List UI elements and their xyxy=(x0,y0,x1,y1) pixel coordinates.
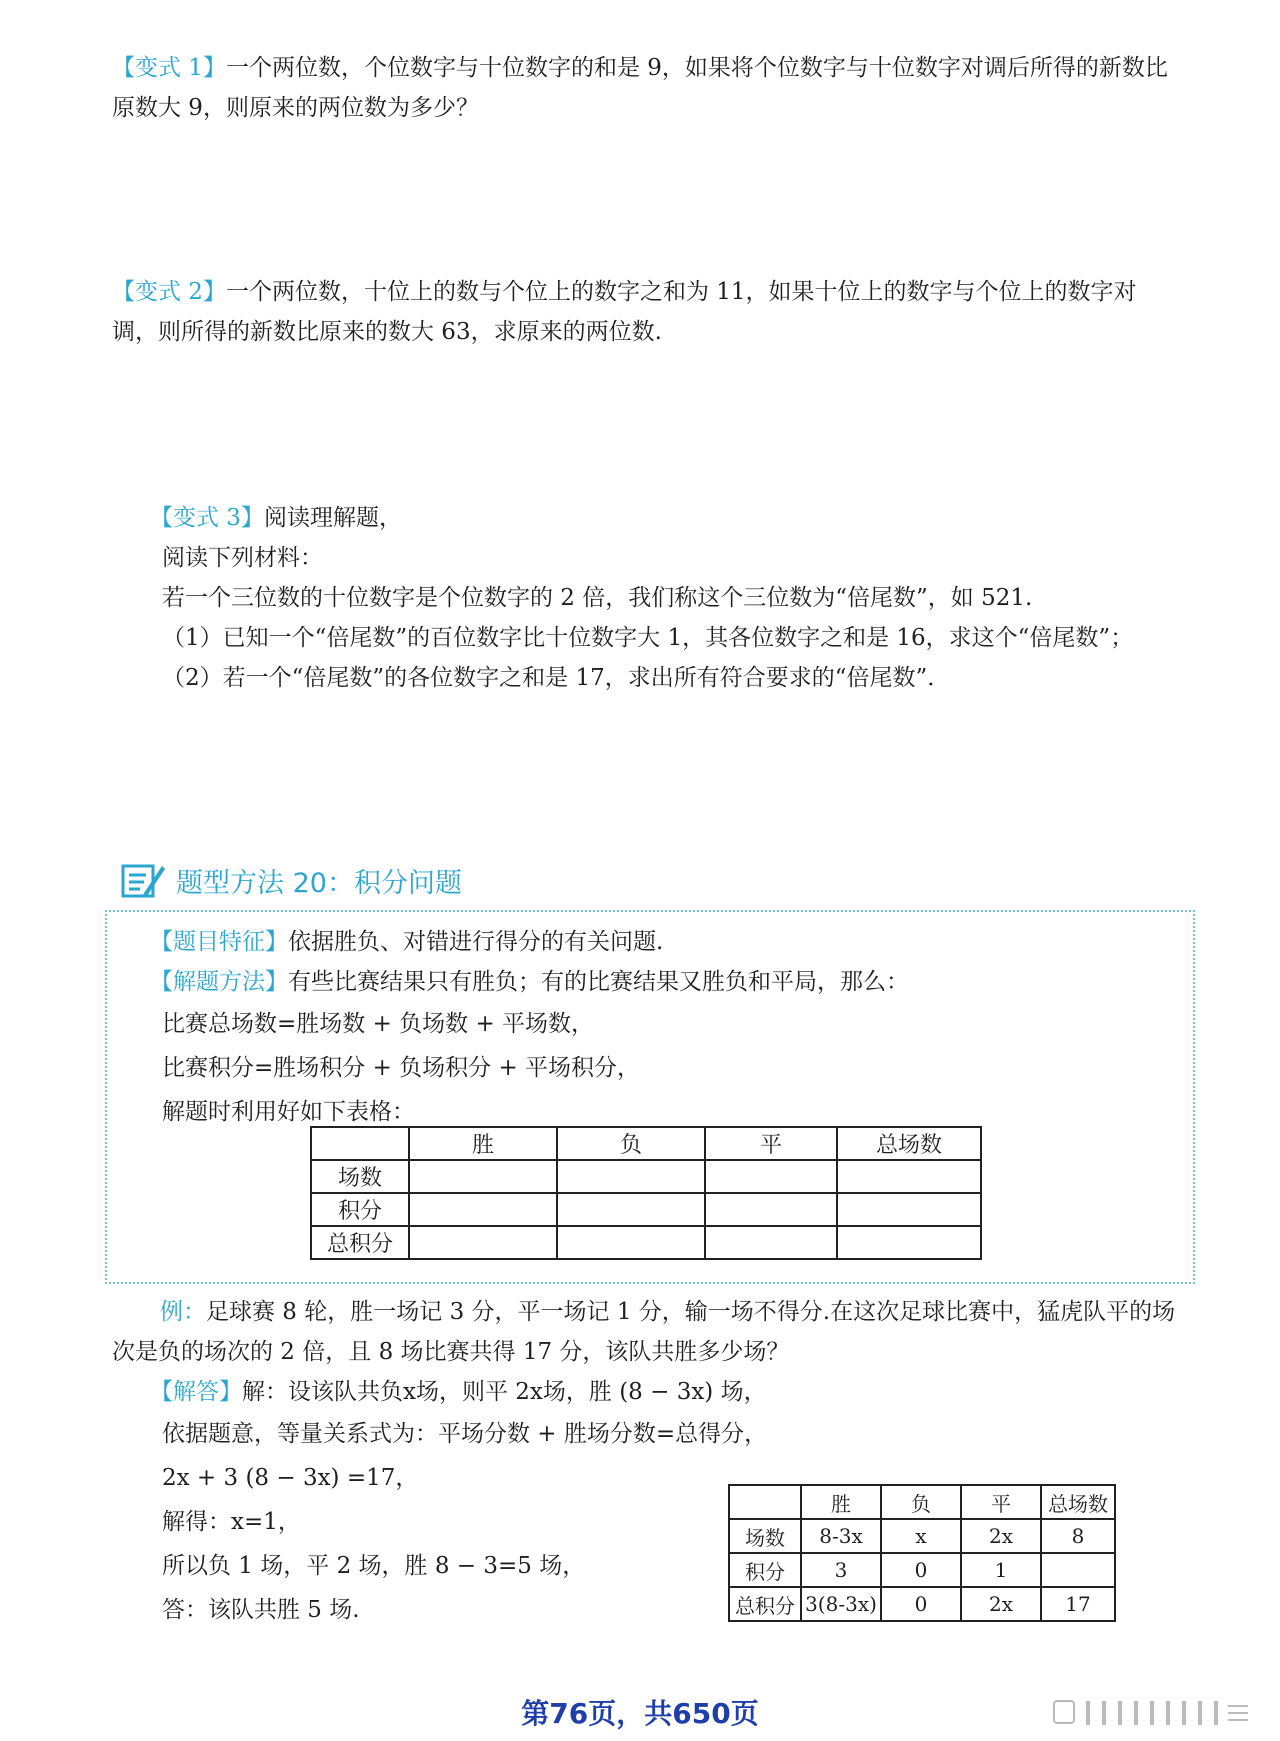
scroll-handle-icon[interactable] xyxy=(1052,1698,1252,1728)
example-table-cell: 场数 xyxy=(729,1519,801,1553)
example-table-cell: x xyxy=(881,1519,961,1553)
example-table-cell: 积分 xyxy=(729,1553,801,1587)
variant1-tag: 【变式 1】 xyxy=(112,55,226,81)
method-table-row-label: 场数 xyxy=(311,1160,409,1193)
example-table-header-loss: 负 xyxy=(881,1485,961,1519)
answer-result: 所以负 1 场，平 2 场，胜 8 − 3=5 场， xyxy=(162,1553,586,1579)
answer-tag: 【解答】 xyxy=(150,1379,242,1405)
method-table-row-label: 总积分 xyxy=(311,1226,409,1259)
example-table-cell: 1 xyxy=(961,1553,1041,1587)
variant1-text: 【变式 1】一个两位数，个位数字与十位数字的和是 9，如果将个位数字与十位数字对调后所得的新数比原数大 9，则原来的两位数为多少？ xyxy=(112,55,1168,121)
method-table-header-win: 胜 xyxy=(409,1127,557,1160)
formula-total-games: 比赛总场数=胜场数 + 负场数 + 平场数， xyxy=(162,1011,595,1037)
page-indicator: 第76页，共650页 xyxy=(521,1697,759,1730)
answer-equation: 2x + 3 (8 − 3x) =17， xyxy=(162,1465,419,1491)
example-table-header-corner xyxy=(729,1485,801,1519)
answer-solve: 解得：x=1， xyxy=(162,1509,301,1535)
method-table-header-draw: 平 xyxy=(705,1127,837,1160)
example-table-cell: 2x xyxy=(961,1519,1041,1553)
edit-note-icon xyxy=(120,860,166,900)
section-heading xyxy=(120,858,462,902)
example-table-cell: 3 xyxy=(801,1553,881,1587)
method-line: 【解题方法】有些比赛结果只有胜负；有的比赛结果又胜负和平局，那么： xyxy=(150,969,909,995)
example-table-header-draw: 平 xyxy=(961,1485,1041,1519)
variant2-text: 【变式 2】一个两位数，十位上的数与个位上的数字之和为 11，如果十位上的数字与个位上的数字对调，则所得的新数比原来的数大 63，求原来的两位数. xyxy=(112,279,1137,345)
answer-final: 答：该队共胜 5 场. xyxy=(162,1597,360,1623)
method-tag: 【解题方法】 xyxy=(150,969,288,995)
section-title: 题型方法 20：积分问题 xyxy=(176,867,462,899)
variant3-tag: 【变式 3】 xyxy=(150,505,264,531)
method-table-header-loss: 负 xyxy=(557,1127,705,1160)
method-table-header-total: 总场数 xyxy=(837,1127,981,1160)
variant3-q1: （1）已知一个“倍尾数”的百位数字比十位数字大 1，其各位数字之和是 16，求这个“倍尾数”； xyxy=(162,625,1134,651)
example-table-cell: 17 xyxy=(1041,1587,1115,1621)
variant3-q2: （2）若一个“倍尾数”的各位数字之和是 17，求出所有符合要求的“倍尾数”． xyxy=(162,665,951,691)
method-table-row-label: 积分 xyxy=(311,1193,409,1226)
method-table xyxy=(310,1126,982,1260)
variant2-tag: 【变式 2】 xyxy=(112,279,226,305)
example-table-cell: 8-3x xyxy=(801,1519,881,1553)
example-table-cell: 0 xyxy=(881,1553,961,1587)
example-table-header-win: 胜 xyxy=(801,1485,881,1519)
example-text: 例：足球赛 8 轮，胜一场记 3 分，平一场记 1 分，输一场不得分.在这次足球比赛中，猛虎队平的场次是负的场次的 2 倍，且 8 场比赛共得 17 分，该队共胜多少场？ xyxy=(112,1299,1176,1365)
variant3-line1: 阅读下列材料： xyxy=(162,545,323,571)
example-table-cell: 2x xyxy=(961,1587,1041,1621)
example-table-header-total: 总场数 xyxy=(1041,1485,1115,1519)
variant3-line2: 若一个三位数的十位数字是个位数字的 2 倍，我们称这个三位数为“倍尾数”，如 521. xyxy=(162,585,1033,611)
example-table-cell: 总积分 xyxy=(729,1587,801,1621)
example-table-cell: 0 xyxy=(881,1587,961,1621)
answer-line2: 依据题意，等量关系式为：平场分数 + 胜场分数=总得分， xyxy=(162,1421,768,1447)
method-table-header-corner xyxy=(311,1127,409,1160)
feature-line: 【题目特征】依据胜负、对错进行得分的有关问题. xyxy=(150,929,664,955)
formula-total-score: 比赛积分=胜场积分 + 负场积分 + 平场积分， xyxy=(162,1055,641,1081)
example-table-cell xyxy=(1041,1553,1115,1587)
answer-line1: 【解答】解：设该队共负x场，则平 2x场，胜 (8 − 3x) 场， xyxy=(150,1379,767,1405)
example-table-cell: 3(8-3x) xyxy=(801,1587,881,1621)
feature-tag: 【题目特征】 xyxy=(150,929,288,955)
table-intro: 解题时利用好如下表格： xyxy=(162,1099,415,1125)
example-tag: 例： xyxy=(160,1299,206,1325)
example-table-cell: 8 xyxy=(1041,1519,1115,1553)
example-table xyxy=(728,1484,1116,1622)
variant3-title: 【变式 3】阅读理解题， xyxy=(150,505,402,531)
